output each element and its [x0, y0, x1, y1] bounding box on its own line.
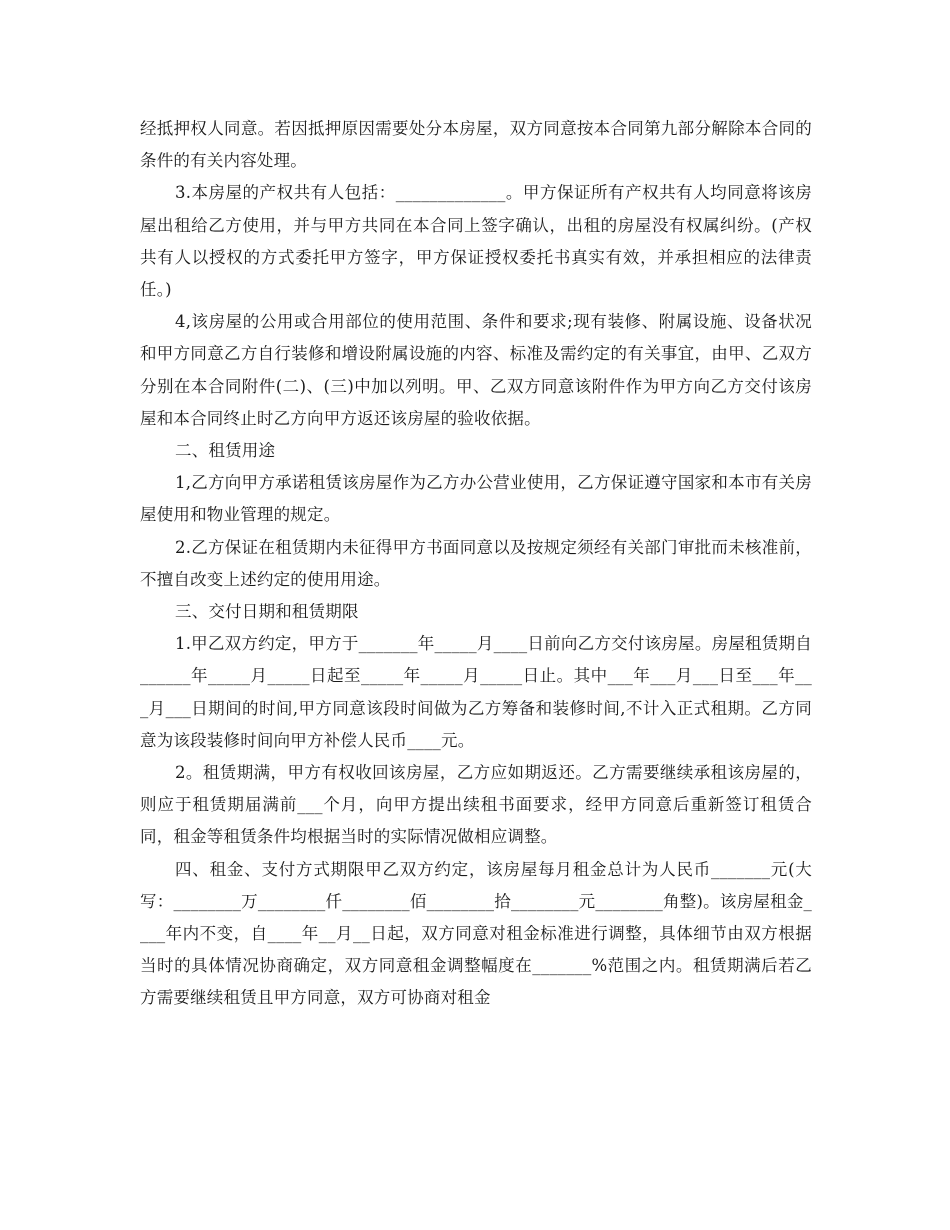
- section-heading-delivery-term: 三、交付日期和租赁期限: [175, 602, 359, 622]
- paragraph-clause-2-2: 2.乙方保证在租赁期内未征得甲方书面同意以及按规定须经有关部门审批而未核准前，不擅自改变上述约定的使用用途。: [140, 537, 812, 589]
- paragraph-clause-3-1: 1.甲乙双方约定，甲方于_______年_____月____日前向乙方交付该房屋。房屋租赁期自______年_____月_____日起至_____年_____月_____日止。其中___年___月___日至___年___月___日期间的时间,甲方同意该段时间做为乙方筹备和装修时间,不计入正式租期。乙方同意为该段装修时间向甲方补偿人民币____元。: [140, 634, 812, 750]
- paragraph-clause-3-2: 2。租赁期满，甲方有权收回该房屋，乙方应如期返还。乙方需要继续承租该房屋的，则应于租赁期届满前___个月，向甲方提出续租书面要求，经甲方同意后重新签订租赁合同，租金等租赁条件均根据当时的实际情况做相应调整。: [140, 763, 812, 847]
- section-heading-usage: 二、租赁用途: [175, 441, 276, 461]
- paragraph-clause-1-3: 3.本房屋的产权共有人包括：_____________。甲方保证所有产权共有人均同意将该房屋出租给乙方使用，并与甲方共同在本合同上签字确认，出租的房屋没有权属纠纷。(产权共有人以授权的方式委托甲方签字，甲方保证授权委托书真实有效，并承担相应的法律责任。): [140, 183, 812, 300]
- paragraph-clause-4-rent: 四、租金、支付方式期限甲乙双方约定，该房屋每月租金总计为人民币_______元(大写：________万________仟________佰________拾________元________角整)。该房屋租金____年内不变，自____年__月__日起，双方同意对租金标准进行调整，具体细节由双方根据当时的具体情况协商确定，双方同意租金调整幅度在_______%范围之内。租赁期满后若乙方需要继续租赁且甲方同意，双方可协商对租金: [140, 859, 812, 1008]
- paragraph-continuation: 经抵押权人同意。若因抵押原因需要处分本房屋，双方同意按本合同第九部分解除本合同的条件的有关内容处理。: [140, 119, 812, 171]
- paragraph-clause-2-1: 1,乙方向甲方承诺租赁该房屋作为乙方办公营业使用，乙方保证遵守国家和本市有关房屋使用和物业管理的规定。: [140, 473, 812, 525]
- contract-body: [140, 113, 812, 1015]
- paragraph-clause-1-4: 4,该房屋的公用或合用部位的使用范围、条件和要求;现有装修、附属设施、设备状况和甲方同意乙方自行装修和增设附属设施的内容、标准及需约定的有关事宜，由甲、乙双方分别在本合同附件(二)、(三)中加以列明。甲、乙双方同意该附件作为甲方向乙方交付该房屋和本合同终止时乙方向甲方返还该房屋的验收依据。: [140, 312, 812, 428]
